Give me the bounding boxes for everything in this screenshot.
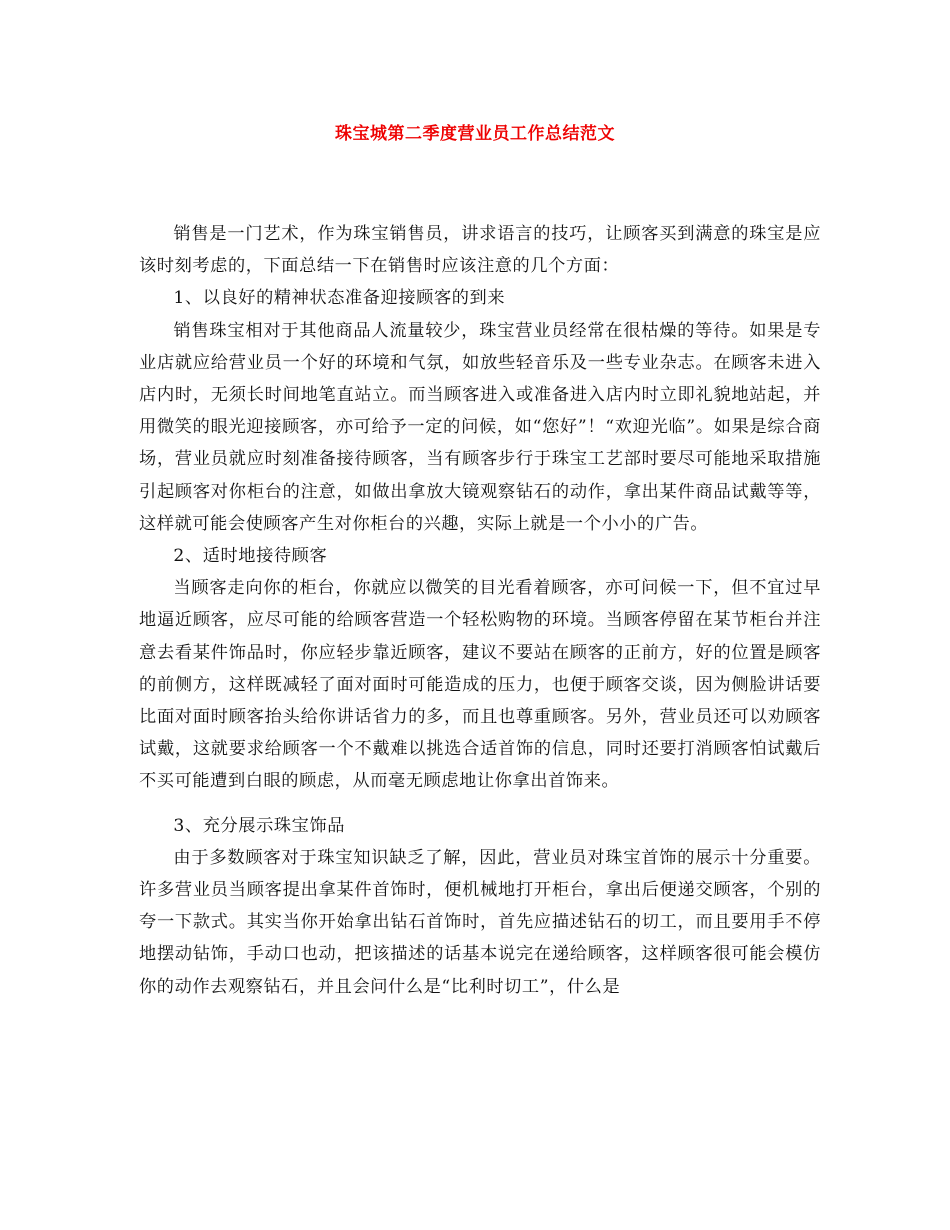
section-heading-3: 3、充分展示珠宝饰品 — [173, 815, 346, 836]
paragraph-intro: 销售是一门艺术，作为珠宝销售员，讲求语言的技巧，让顾客买到满意的珠宝是应该时刻考虑的，下面总结一下在销售时应该注意的几个方面： — [139, 224, 821, 277]
section-heading-2: 2、适时地接待顾客 — [173, 546, 328, 567]
document-title: 珠宝城第二季度营业员工作总结范文 — [335, 124, 615, 144]
document-body — [139, 218, 821, 1003]
paragraph-section-2: 当顾客走向你的柜台，你就应以微笑的目光看着顾客，亦可问候一下，但不宜过早地逼近顾客，应尽可能的给顾客营造一个轻松购物的环境。当顾客停留在某节柜台并注意去看某件饰品时，你应轻步靠近顾客，建议不要站在顾客的正前方，好的位置是顾客的前侧方，这样既减轻了面对面时可能造成的压力，也便于顾客交谈，因为侧脸讲话要比面对面时顾客抬头给你讲话省力的多，而且也尊重顾客。另外，营业员还可以劝顾客试戴，这就要求给顾客一个不戴难以挑选合适首饰的信息，同时还要打消顾客怕试戴后不买可能遭到白眼的顾虑，从而毫无顾虑地让你拿出首饰来。 — [139, 578, 821, 792]
paragraph-section-3: 由于多数顾客对于珠宝知识缺乏了解，因此，营业员对珠宝首饰的展示十分重要。许多营业员当顾客提出拿某件首饰时，便机械地打开柜台，拿出后便递交顾客，个别的夸一下款式。其实当你开始拿出钻石首饰时，首先应描述钻石的切工，而且要用手不停地摆动钻饰，手动口也动，把该描述的话基本说完在递给顾客，这样顾客很可能会模仿你的动作去观察钻石，并且会问什么是“比利时切工”，什么是 — [139, 847, 821, 997]
paragraph-section-1: 销售珠宝相对于其他商品人流量较少，珠宝营业员经常在很枯燥的等待。如果是专业店就应给营业员一个好的环境和气氛，如放些轻音乐及一些专业杂志。在顾客未进入店内时，无须长时间地笔直站立。而当顾客进入或准备进入店内时立即礼貌地站起，并用微笑的眼光迎接顾客，亦可给予一定的问候，如“您好”！“欢迎光临”。如果是综合商场，营业员就应时刻准备接待顾客，当有顾客步行于珠宝工艺部时要尽可能地采取措施引起顾客对你柜台的注意，如做出拿放大镜观察钻石的动作，拿出某件商品试戴等等，这样就可能会使顾客产生对你柜台的兴趣，实际上就是一个小小的广告。 — [139, 320, 821, 534]
section-heading-1: 1、以良好的精神状态准备迎接顾客的到来 — [173, 288, 506, 309]
